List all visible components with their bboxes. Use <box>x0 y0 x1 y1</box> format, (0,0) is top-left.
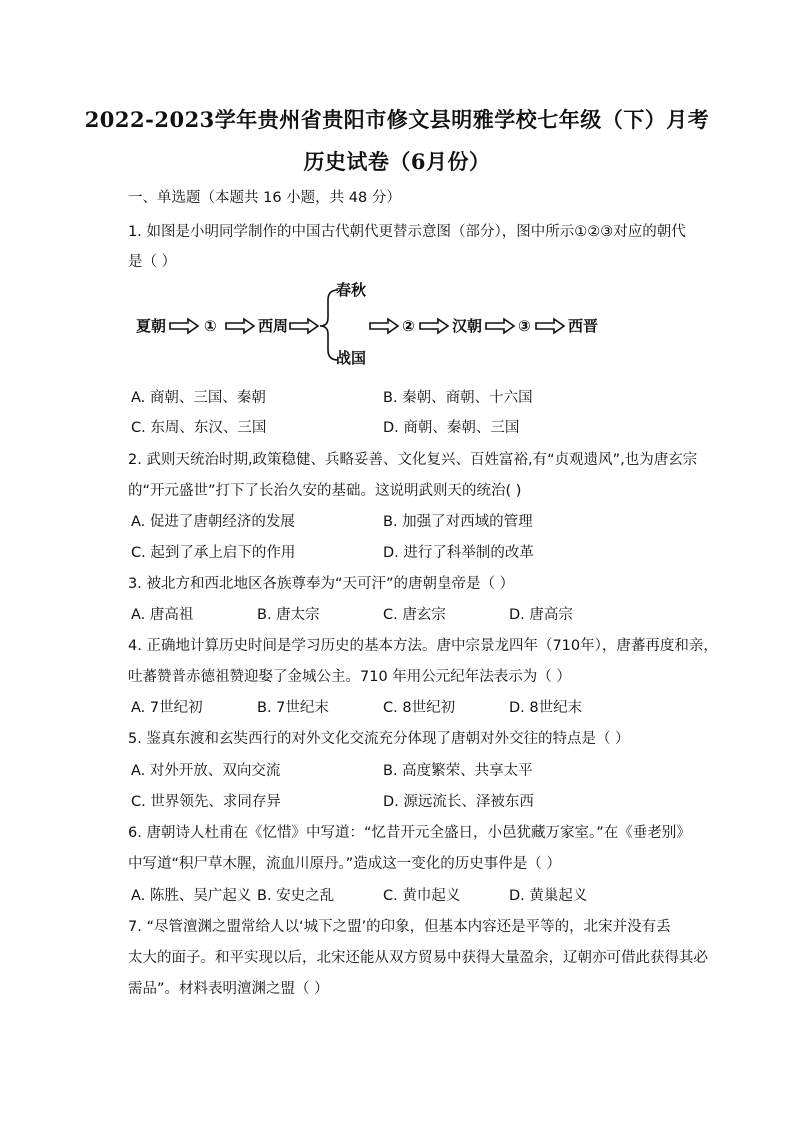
arrow-7 <box>536 319 564 333</box>
diagram-chunqiu: 春秋 <box>336 282 367 299</box>
q1-option-c: C. 东周、东汉、三国 <box>131 420 267 436</box>
q6-option-d: D. 黄巢起义 <box>509 888 588 904</box>
q3-stem-line1: 3. 被北方和西北地区各族尊奉为“天可汗”的唐朝皇帝是（ ） <box>128 576 515 592</box>
arrow-2 <box>226 319 254 333</box>
q5-option-b: B. 高度繁荣、共享太平 <box>383 763 533 779</box>
q3-option-c: C. 唐玄宗 <box>383 607 446 623</box>
arrow-1 <box>170 319 198 333</box>
q2-option-a: A. 促进了唐朝经济的发展 <box>131 514 295 530</box>
q6-option-c: C. 黄巾起义 <box>383 888 461 904</box>
q7-stem-line3: 需品”。材料表明澶渊之盟（ ） <box>128 981 329 997</box>
q2-option-d: D. 进行了科举制的改革 <box>383 545 534 561</box>
arrow-4 <box>370 319 398 333</box>
q1-option-d: D. 商朝、秦朝、三国 <box>383 420 520 436</box>
diagram-n2: ② <box>402 317 415 335</box>
q3-option-a: A. 唐高祖 <box>131 607 194 623</box>
q5-option-c: C. 世界领先、求同存异 <box>131 794 281 810</box>
q4-option-d: D. 8世纪末 <box>509 700 583 716</box>
q6-option-a: A. 陈胜、吴广起义 <box>131 888 252 904</box>
q2-stem-line1: 2. 武则天统治时期,政策稳健、兵略妥善、文化复兴、百姓富裕,有“贞观遗风”,也为唐玄宗 <box>128 452 698 468</box>
arrow-3 <box>290 319 318 333</box>
q6-option-b: B. 安史之乱 <box>257 888 335 904</box>
q4-option-c: C. 8世纪初 <box>383 700 456 716</box>
q4-option-a: A. 7世纪初 <box>131 700 203 716</box>
q6-stem-line2: 中写道“积尸草木腥，流血川原丹。”造成这一变化的历史事件是（ ） <box>128 856 561 872</box>
q2-stem-line2: 的“开元盛世”打下了长治久安的基础。这说明武则天的统治( ) <box>128 483 522 499</box>
q6-stem-line1: 6. 唐朝诗人杜甫在《忆惜》中写道：“忆昔开元全盛日，小邑犹藏万家室。”在《垂老别》 <box>128 825 691 841</box>
q4-option-b: B. 7世纪末 <box>257 700 329 716</box>
diagram-zhanguo: 战国 <box>336 349 367 367</box>
q5-stem-line1: 5. 鉴真东渡和玄奘西行的对外文化交流充分体现了唐朝对外交往的特点是（ ） <box>128 731 630 747</box>
arrow-6 <box>486 319 514 333</box>
q5-option-d: D. 源远流长、泽被东西 <box>383 794 534 810</box>
exam-title-line1: 2022-2023学年贵州省贵阳市修文县明雅学校七年级（下）月考 <box>84 107 710 132</box>
q3-option-d: D. 唐高宗 <box>509 607 573 623</box>
arrow-5 <box>420 319 448 333</box>
diagram-xijin: 西晋 <box>568 317 599 335</box>
q7-stem-line1: 7. “尽管澶渊之盟常给人以‘城下之盟’的印象，但基本内容还是平等的，北宋并没有丢 <box>128 919 671 935</box>
q7-stem-line2: 太大的面子。和平实现以后，北宋还能从双方贸易中获得大量盈余，辽朝亦可借此获得其必 <box>128 950 708 966</box>
q1-option-a: A. 商朝、三国、秦朝 <box>131 390 266 406</box>
q2-option-c: C. 起到了承上启下的作用 <box>131 545 296 561</box>
q5-option-a: A. 对外开放、双向交流 <box>131 763 281 779</box>
q1-stem-line1: 1. 如图是小明同学制作的中国古代朝代更替示意图（部分），图中所示①②③对应的朝代 <box>128 224 686 240</box>
q4-stem-line1: 4. 正确地计算历史时间是学习历史的基本方法。唐中宗景龙四年（710年），唐蕃再度和亲， <box>128 638 718 654</box>
q3-option-b: B. 唐太宗 <box>257 607 320 623</box>
dynasty-diagram <box>128 282 608 367</box>
q1-option-b: B. 秦朝、商朝、十六国 <box>383 390 533 406</box>
diagram-n1: ① <box>204 317 217 335</box>
diagram-n3: ③ <box>518 317 531 335</box>
exam-title-line2: 历史试卷（6月份） <box>303 149 491 174</box>
q1-stem-line2: 是（ ） <box>128 254 177 270</box>
section-heading: 一、单选题（本题共 16 小题，共 48 分） <box>128 190 401 206</box>
q4-stem-line2: 吐蕃赞普赤德祖赞迎娶了金城公主。710 年用公元纪年法表示为（ ） <box>128 669 571 685</box>
diagram-xizhou: 西周 <box>258 317 289 335</box>
diagram-xia: 夏朝 <box>136 317 167 335</box>
diagram-hanchao: 汉朝 <box>452 317 483 335</box>
q2-option-b: B. 加强了对西域的管理 <box>383 514 533 530</box>
